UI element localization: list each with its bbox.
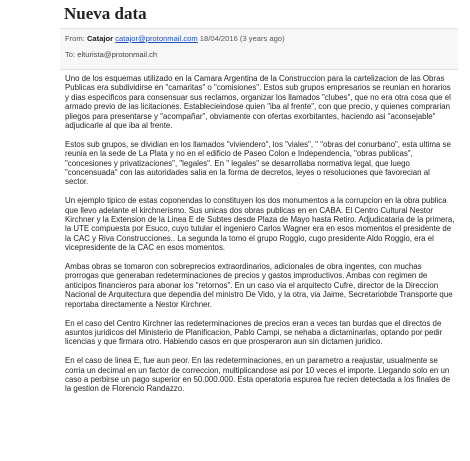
email-body	[65, 74, 455, 403]
email-subject: Nueva data	[64, 4, 147, 23]
recipient-email: elturista@protonmail.ch	[77, 50, 158, 59]
sender-name: Catajor	[86, 34, 114, 43]
from-line	[65, 34, 285, 43]
body-paragraph: Ambas obras se tomaron con sobreprecios extraordinarios, adicionales de obra ingentes, con muchas prorrogas que generaban redeterminaciones de precios y gastos improductivos. Ambas con regimen de anticipos financieros para abonar los "retornos". En un caso via el arquitecto Cufre, director de la Direccion Nacional de Arquitectura que dependia del ministro De Vido, y la otra, via Jaime, Secretariobde Transporte que reportaba directamente a Nestor Kirchner.	[65, 262, 453, 309]
body-paragraph: Estos sub grupos, se dividian en los llamados "viviendero", los "viales", " "obras del conurbano", esta ultima se reunia en la sede de La Plata y no en el edificio de Paseo Colon e Independencia, "obras publicas", "concesiones y privatizaciones", "legales". En " legales" se desarrollaba normativa legal, que luego "concensuada" con las autoridades salia en la forma de decretos, leyes o resoluciones que favorecian al sector.	[65, 139, 451, 187]
from-label: From:	[65, 34, 85, 43]
body-paragraph: En el caso del Centro Kirchner las redeterminaciones de precios eran a veces tan burdas que el directos de asuntos juridicos del Ministerio de Planificacion, Pablo Campi, se nehaba a dictaminarlas, optando por pedir licencias y que firmara otro. Habiendo casos en que prosperaron aun sin dictamen juridico.	[65, 318, 443, 347]
sender-email-link[interactable]: catajor@protonmail.com	[115, 34, 198, 43]
to-label: To:	[65, 50, 76, 59]
sent-date: 18/04/2016 (3 years ago)	[199, 34, 285, 43]
body-paragraph: Un ejemplo tipico de estas coponendas lo constituyen los dos monumentos a la corrupcion en la obra publica que llevo adelante el kirchnerismo. Sus unicas dos obras publicas en en CABA. El Centro Cultural Nestor Kirchner y la Extension de la Linea E de Subtes desde Plaza de Mayo hasta Retiro. Adjudicataria de la primera, la UTE compuesta por Esuco, cuyo tutular el ingeniero Carlos Wagner era en esos momentos el presidente de la CAC y Riva Construcciones.. La segunda la tomo el grupo Roggio, cugo presidente Aldo Roggio, era el vicepresidente de la CAC en esos momentos.	[65, 196, 455, 253]
body-paragraph: Uno de los esquemas utilizado en la Camara Argentina de la Construccion para la cartelizacion de las Obras Publicas era subdividirse en "camaritas" o "comisiones". Estos sub grupos empresarios se reunian en horarios y dias especificos para consensuar sus reclamos, organizar los llamados "clubes", que no era otra cosa que el armado previo de las licitaciones. Establecieindose quien "iba al frente", con que precio, y quienes comprarian pliegos para presentarse y "acompañar", obviamente con ofertas exorbitantes, haciendo asi "aconsejable" adjudicarle al que iba al frente.	[65, 74, 451, 131]
to-line	[65, 50, 157, 59]
body-paragraph: En el caso de linea E, fue aun peor. En las redeterminaciones, en un parametro a reajustar, usualmente se corria un decimal en un factor de correccion, multiplicandose asi por 10 veces el importe. Llegando solo en un caso a perbirse un pago superior en 50.000.000. Esta operatoria espurea fue recien detectada a los finales de la gestion de Florencio Randazzo.	[65, 356, 451, 394]
